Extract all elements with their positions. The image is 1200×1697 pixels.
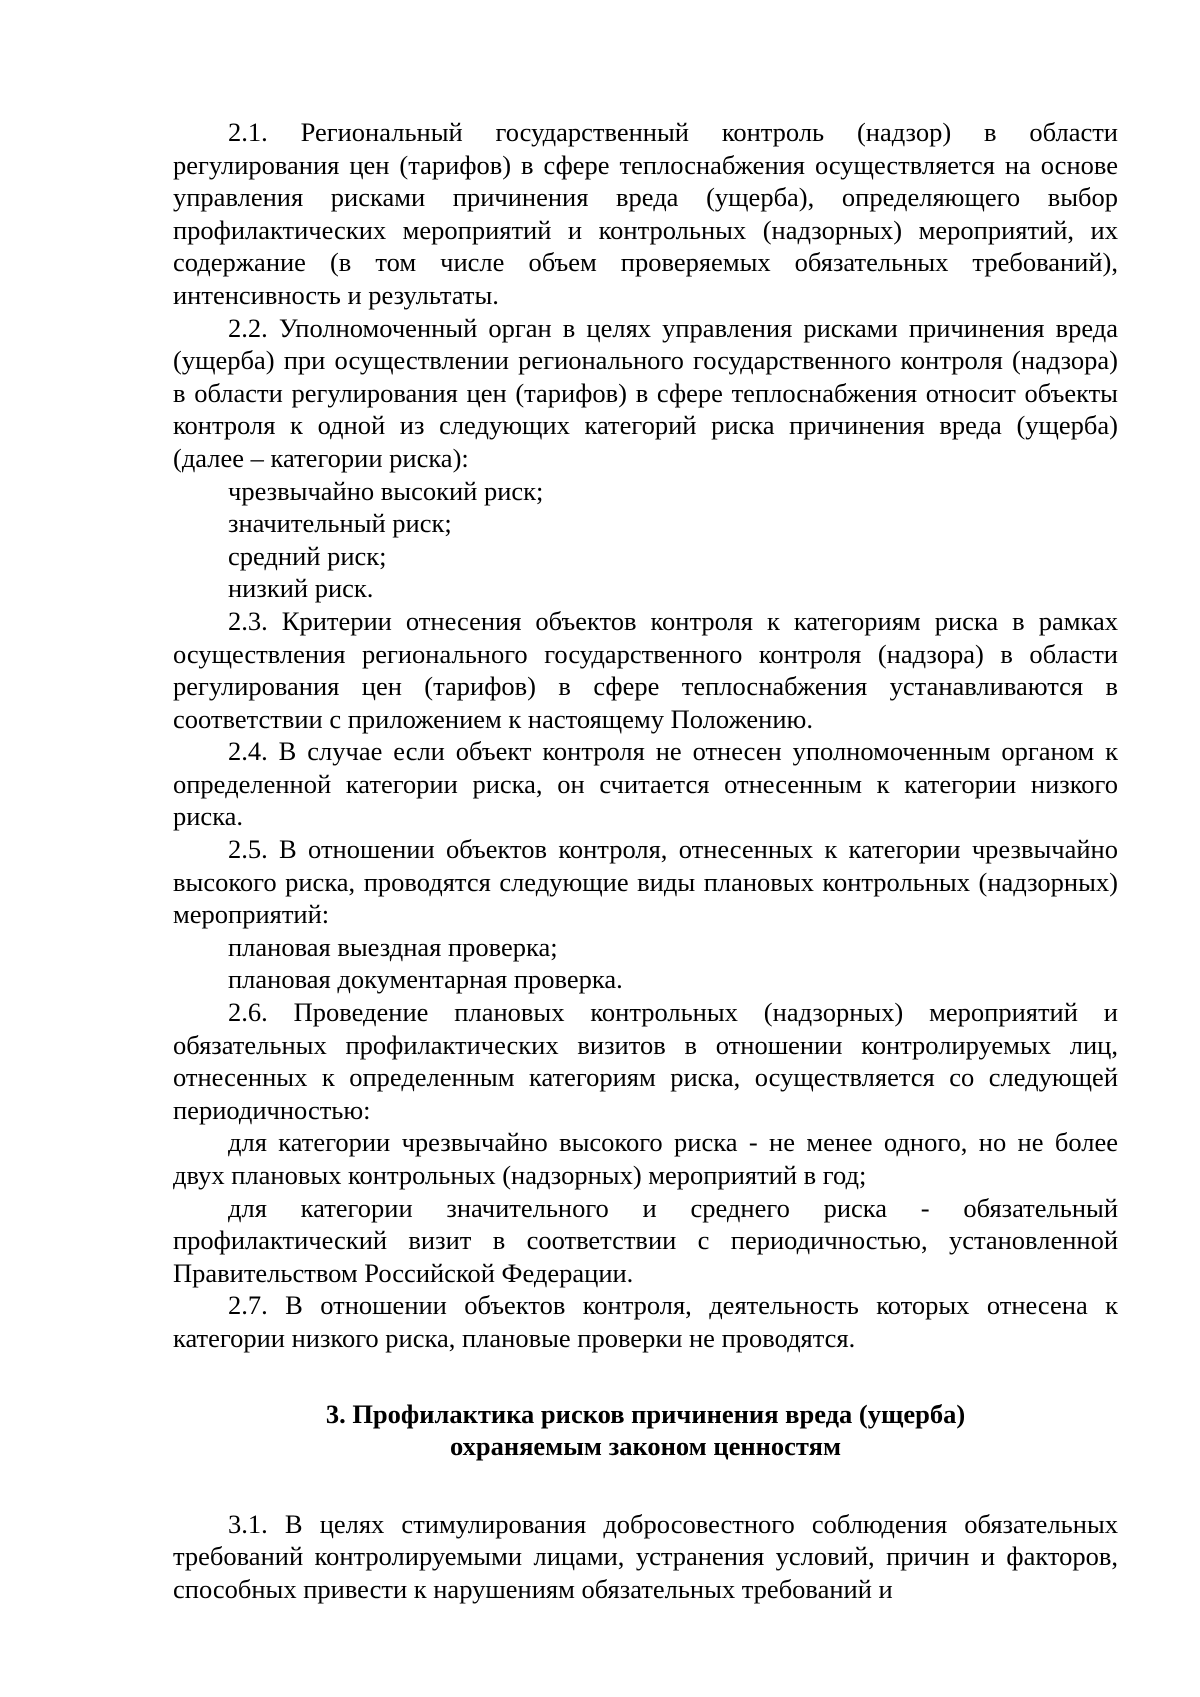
- paragraph-2-3: 2.3. Критерии отнесения объектов контроля к категориям риска в рамках осуществления регионального государственного контроля (надзора) в области регулирования цен (тарифов) в сфере теплоснабжения устанавливаются в соответствии с приложением к настоящему Положению.: [173, 605, 1118, 734]
- paragraph-2-1: 2.1. Региональный государственный контроль (надзор) в области регулирования цен (тарифов) в сфере теплоснабжения осуществляется на основе управления рисками причинения вреда (ущерба), определяющего выбор профилактических мероприятий и контрольных (надзорных) мероприятий, их содержание (в том числе объем проверяемых обязательных требований), интенсивность и результаты.: [173, 117, 1118, 310]
- section-heading-line-1: 3. Профилактика рисков причинения вреда (ущерба): [325, 1398, 966, 1429]
- list-item-frequency-significant-medium: для категории значительного и среднего риска - обязательный профилактический визит в соответствии с периодичностью, установленной Правительством Российской Федерации.: [173, 1192, 1118, 1288]
- list-item-document-inspection: плановая документарная проверка.: [228, 964, 623, 995]
- list-item-risk-low: низкий риск.: [228, 573, 374, 604]
- document-page: [173, 116, 1118, 1606]
- list-item-risk-extremely-high: чрезвычайно высокий риск;: [228, 475, 544, 506]
- paragraph-2-2: 2.2. Уполномоченный орган в целях управления рисками причинения вреда (ущерба) при осуществлении регионального государственного контроля (надзора) в области регулирования цен (тарифов) в сфере теплоснабжения относит объекты контроля к одной из следующих категорий риска причинения вреда (ущерба) (далее – категории риска):: [173, 312, 1118, 473]
- list-item-frequency-extremely-high: для категории чрезвычайно высокого риска - не менее одного, но не более двух плановых контрольных (надзорных) мероприятий в год;: [173, 1127, 1118, 1190]
- paragraph-2-7: 2.7. В отношении объектов контроля, деятельность которых отнесена к категории низкого риска, плановые проверки не проводятся.: [173, 1290, 1118, 1353]
- paragraph-3-1: 3.1. В целях стимулирования добросовестного соблюдения обязательных требований контролируемыми лицами, устранения условий, причин и факторов, способных привести к нарушениям обязательных требований и: [173, 1508, 1118, 1604]
- list-item-risk-medium: средний риск;: [228, 540, 387, 571]
- paragraph-2-5: 2.5. В отношении объектов контроля, отнесенных к категории чрезвычайно высокого риска, проводятся следующие виды плановых контрольных (надзорных) мероприятий:: [173, 834, 1118, 930]
- paragraph-2-6: 2.6. Проведение плановых контрольных (надзорных) мероприятий и обязательных профилактических визитов в отношении контролируемых лиц, отнесенных к определенным категориям риска, осуществляется со следующей периодичностью:: [173, 997, 1118, 1125]
- paragraph-2-4: 2.4. В случае если объект контроля не отнесен уполномоченным органом к определенной категории риска, он считается отнесенным к категории низкого риска.: [173, 736, 1118, 832]
- section-heading: [173, 1398, 1118, 1463]
- list-item-field-inspection: плановая выездная проверка;: [228, 931, 558, 962]
- section-heading-line-2: охраняемым законом ценностям: [449, 1431, 841, 1462]
- list-item-risk-significant: значительный риск;: [228, 508, 452, 539]
